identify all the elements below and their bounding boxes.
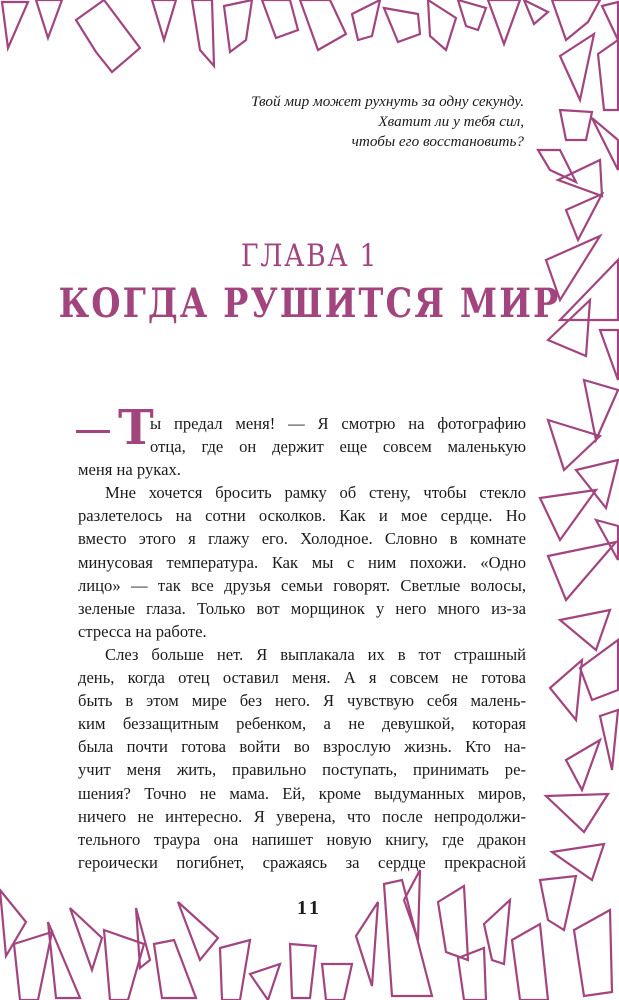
epigraph xyxy=(164,92,524,152)
text-line: шения? Точно не мама. Ей, кроме выдуманных миров, xyxy=(78,783,526,803)
text-line: отца, где он держит еще совсем маленькую xyxy=(150,437,526,457)
text-line: вместо этого я глажу его. Холодное. Словно в комнате xyxy=(78,529,526,549)
opening-dash xyxy=(76,430,110,433)
text-line: учит меня жить, правильно поступать, принимать ре- xyxy=(78,760,526,780)
page-number: 11 xyxy=(297,897,322,919)
epigraph-line: чтобы его восстановить? xyxy=(351,133,524,150)
right-shards xyxy=(538,2,618,880)
text-line: тельного траура она напишет новую книгу, где дракон xyxy=(78,829,526,849)
text-line: минусовая температура. Как мы с ним похожи. «Одно xyxy=(78,552,526,572)
text-line: день, когда отец оставил меня. А я совсем не готова xyxy=(78,668,526,688)
epigraph-line: Твой мир может рухнуть за одну секунду. xyxy=(251,93,524,110)
text-line: быть в этом мире без него. Я чувствую себя малень- xyxy=(78,691,526,711)
epigraph-line: Хватит ли у тебя сил, xyxy=(378,113,524,130)
text-line: ким беззащитным ребенком, а не девушкой, которая xyxy=(78,714,526,734)
text-line: ы предал меня! — Я смотрю на фотографию xyxy=(150,414,526,433)
text-line: разлетелось на сотни осколков. Как и мое сердце. Но xyxy=(78,506,526,526)
text-line: Слез больше нет. Я выплакала их в тот страшный xyxy=(105,644,526,664)
text-line: героически погибнет, сражаясь за сердце прекрасной xyxy=(78,852,526,872)
text-line: ничего не интересно. Я уверена, что после непродолжи- xyxy=(78,806,526,826)
text-line: лицо» — так все друзья семьи говорят. Светлые волосы, xyxy=(78,575,526,595)
bottom-shards xyxy=(0,870,612,1000)
chapter-number: ГЛАВА 1 xyxy=(240,238,379,274)
text-line: зеленые глаза. Только вот морщинок у него много из-за xyxy=(78,598,526,618)
chapter-title: КОГДА РУШИТСЯ МИР xyxy=(58,280,561,327)
chapter-body-text xyxy=(78,400,526,874)
text-line: была почти готова войти во взрослую жизнь. Кто на- xyxy=(78,737,526,757)
top-shards xyxy=(2,0,600,72)
text-line: Мне хочется бросить рамку об стену, чтобы стекло xyxy=(105,483,526,503)
text-line: стресса на работе. xyxy=(78,621,207,641)
drop-cap: Т xyxy=(118,400,154,456)
text-line: меня на руках. xyxy=(78,460,181,480)
